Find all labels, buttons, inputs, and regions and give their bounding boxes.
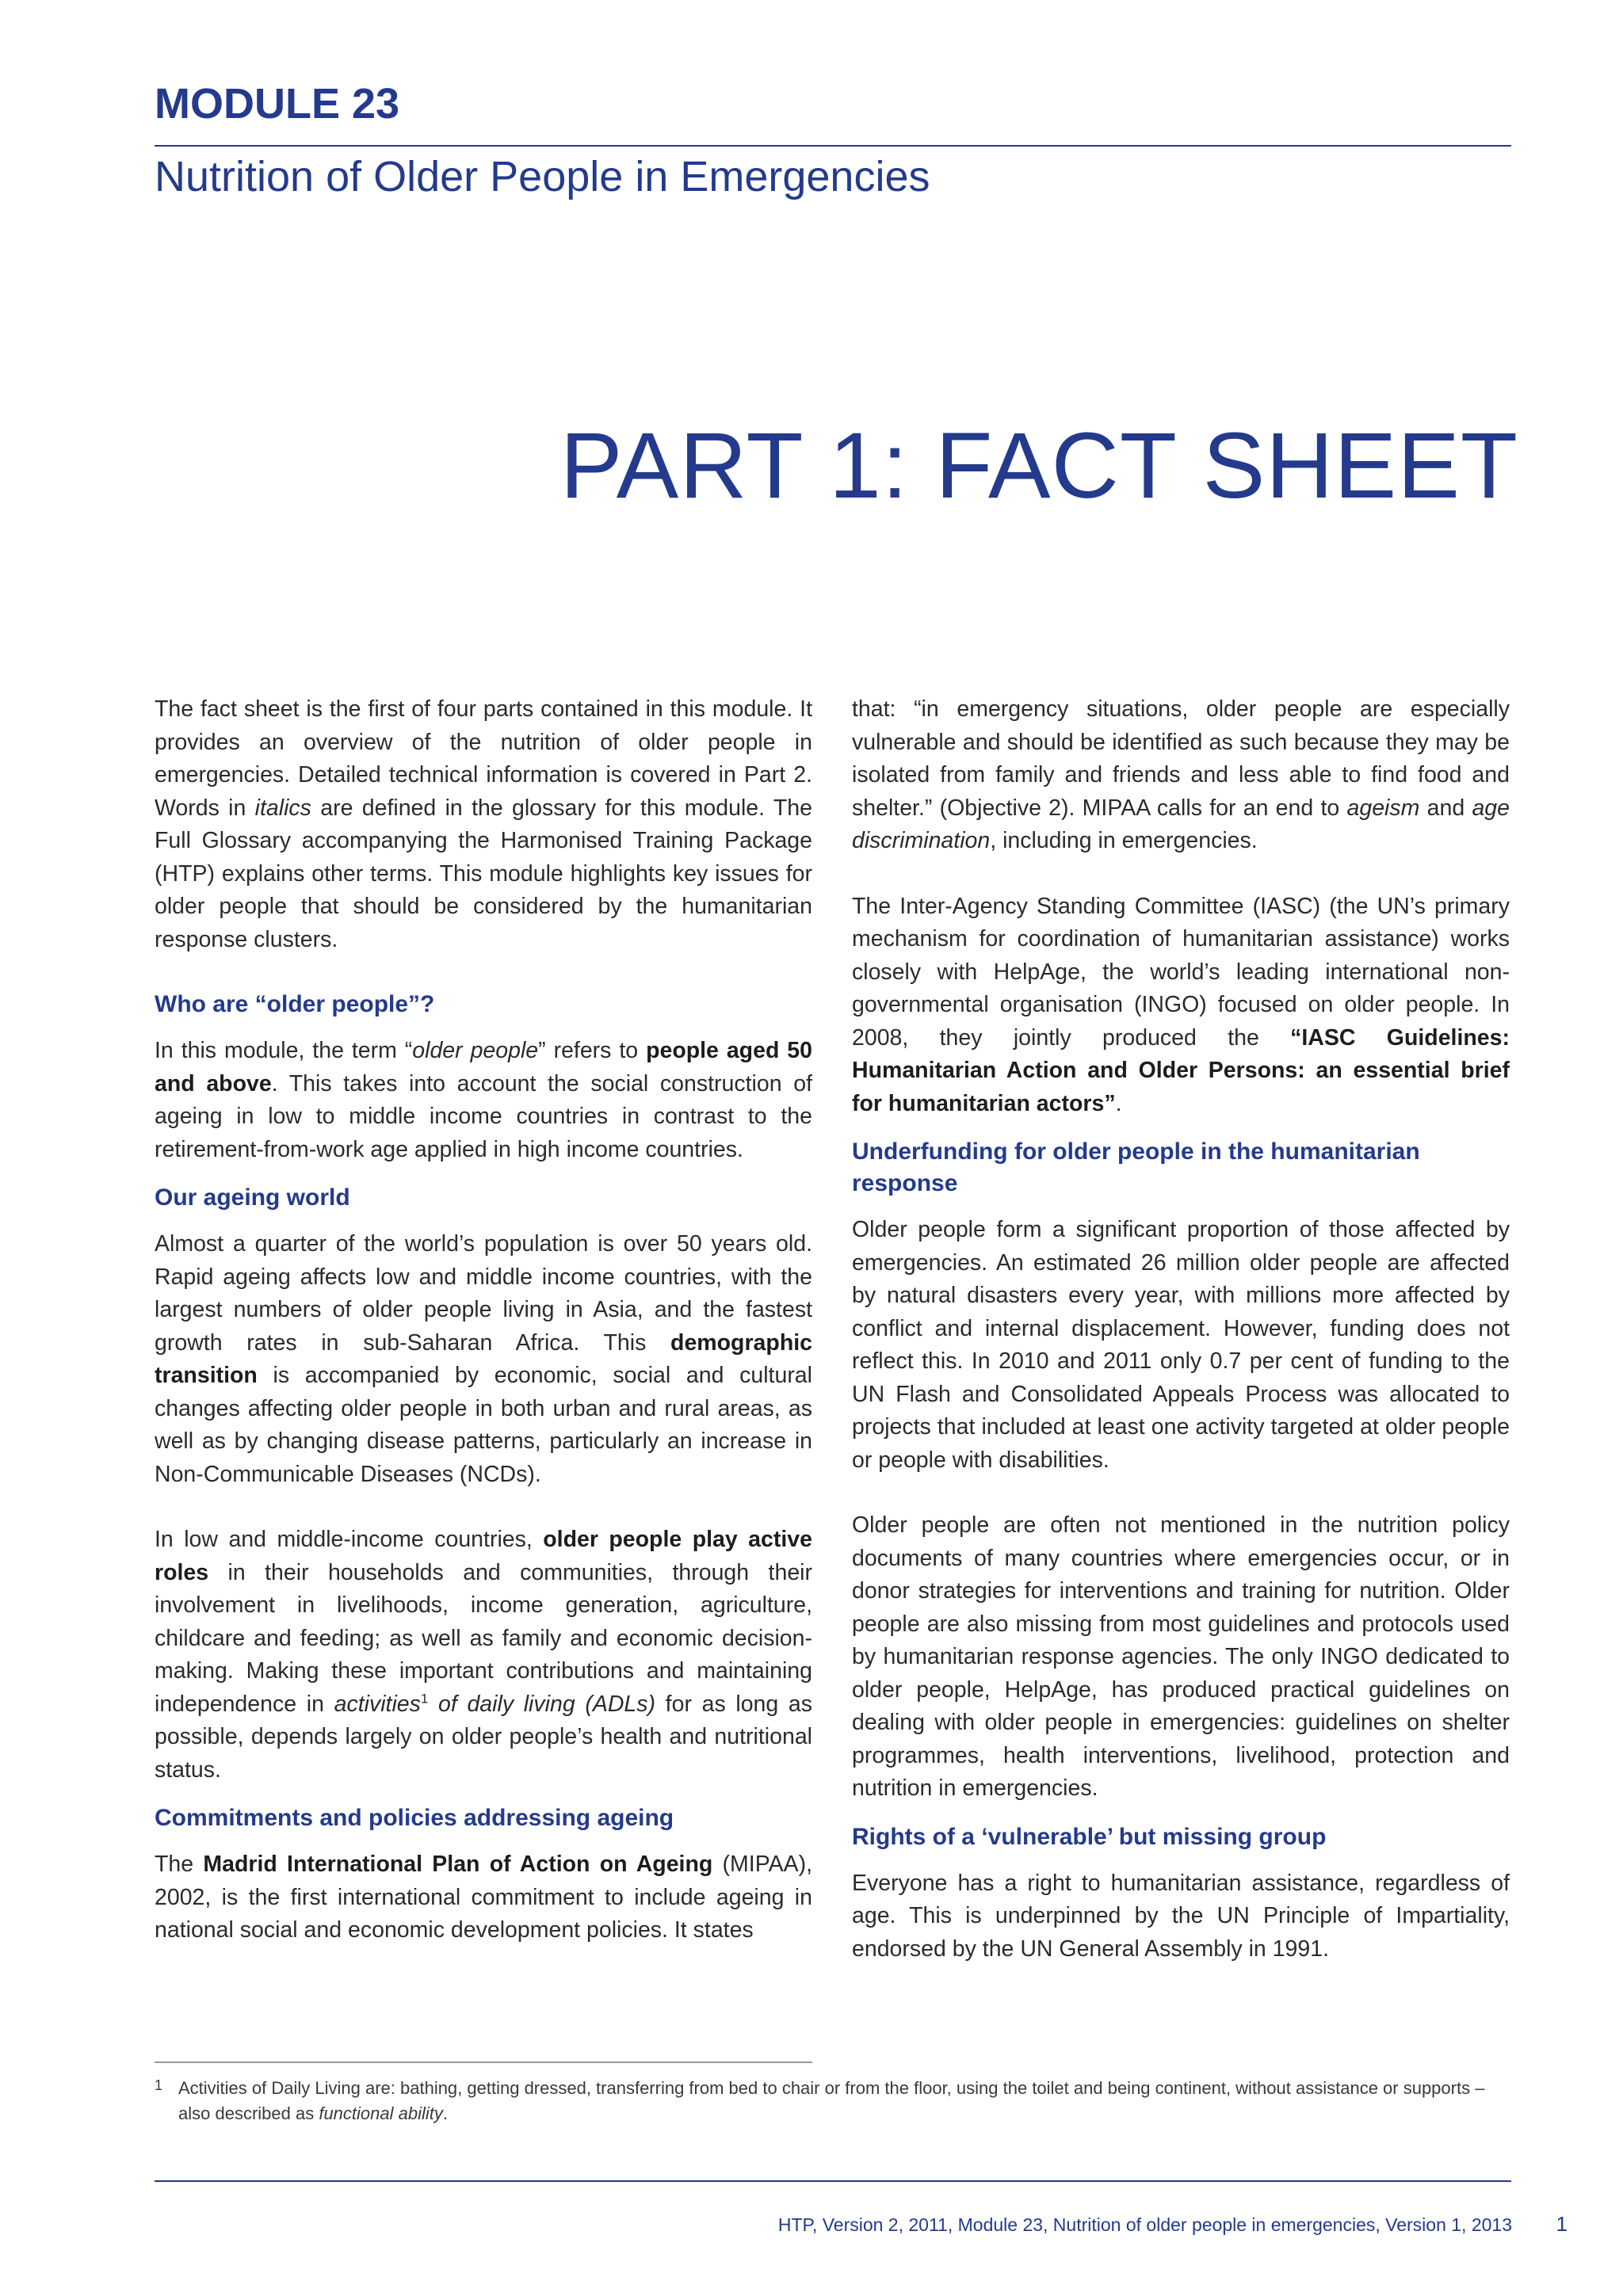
footnote-ref: 1 — [420, 1691, 429, 1706]
heading-commitments: Commitments and policies addressing ageing — [155, 1805, 674, 1831]
module-title: MODULE 23 — [155, 80, 400, 128]
footnote — [155, 2076, 1518, 2126]
intro-paragraph: The fact sheet is the first of four parts contained in this module. It provides an overview of the nutrition of older people in emergencies. Detailed technical information is covered in Part 2. Words in italics are defined in the glossary for this module. The Full Glossary accompanying the Harmonised Training Package (HTP) explains other terms. This module highlights key issues for older people that should be considered by the humanitarian response clusters. — [155, 696, 812, 952]
footer-divider — [155, 2180, 1511, 2182]
policy-paragraph: Older people are often not mentioned in the nutrition policy documents of many countries where emergencies occur, or in donor strategies for interventions and training for nutrition. Older people are also missing from most guidelines and protocols used by humanitarian response agencies. The only INGO dedicated to older people, HelpAge, has produced practical guidelines on dealing with older people in emergencies: guidelines on shelter programmes, health interventions, livelihood, protection and nutrition in emergencies. — [852, 1512, 1510, 1801]
underfunding-paragraph: Older people form a significant proportion of those affected by emergencies. An estimated 26 million older people are affected by natural disasters every year, with millions more affected by conflict and internal displacement. However, funding does not reflect this. In 2010 and 2011 only 0.7 per cent of funding to the UN Flash and Consolidated Appeals Process was allocated to projects that included at least one activity targeted at older people or people with disabilities. — [852, 1217, 1510, 1473]
mipaa-continued-paragraph: that: “in emergency situations, older people are especially vulnerable and should be identified as such because they may be isolated from family and friends and less able to find food and shelter.” (Objective 2). MIPAA calls for an end to ageism and age discrimination, including in emergencies. — [852, 696, 1510, 853]
footnote-divider — [155, 2061, 812, 2063]
commitments-paragraph: The Madrid International Plan of Action on Ageing (MIPAA), 2002, is the first international commitment to include ageing in national social and economic development policies. It states — [155, 1852, 813, 1943]
footer-text: HTP, Version 2, 2011, Module 23, Nutrition of older people in emergencies, Version 1, 2013 — [777, 2214, 1512, 2235]
who-paragraph: In this module, the term “older people” refers to people aged 50 and above. This takes into account the social construction of ageing in low to middle income countries in contrast to the retirement-from-work age applied in high income countries. — [155, 1038, 812, 1162]
footnote-text: Activities of Daily Living are: bathing, getting dressed, transferring from bed to chair or from the floor, using the toilet and being continent, without assistance or supports – also described as functional ability. — [178, 2078, 1485, 2123]
heading-rights: Rights of a ‘vulnerable’ but missing group — [852, 1823, 1327, 1850]
module-subtitle: Nutrition of Older People in Emergencies — [155, 153, 930, 200]
heading-underfunding: Underfunding for older people in the humanitarian response — [852, 1138, 1420, 1196]
part-title: PART 1: FACT SHEET — [559, 414, 1518, 518]
roles-paragraph: In low and middle-income countries, older people play active roles in their households and communities, through their involvement in livelihoods, income generation, agriculture, childcare and feeding; as well as family and economic decision-making. Making these important contributions and maintaining independence in activities$^1$ of daily living (ADLs) for as long as possible, depends largely on older people’s health and nutritional status. — [155, 1527, 812, 1783]
heading-our-ageing-world: Our ageing world — [155, 1184, 350, 1211]
iasc-paragraph: The Inter-Agency Standing Committee (IASC) (the UN’s primary mechanism for coordination of humanitarian assistance) works closely with HelpAge, the world’s leading international non-governmental organisation (INGO) focused on older people. In 2008, they jointly produced the “IASC Guidelines: Humanitarian Action and Older Persons: an essential brief for humanitarian actors”. — [852, 893, 1510, 1116]
right-column — [852, 693, 1510, 1981]
ageing-paragraph: Almost a quarter of the world’s population is over 50 years old. Rapid ageing affects low and middle income countries, with the largest numbers of older people living in Asia, and the fastest growth rates in sub-Saharan Africa. This demographic transition is accompanied by economic, social and cultural changes affecting older people in both urban and rural areas, as well as by changing disease patterns, particularly an increase in Non-Communicable Diseases (NCDs). — [155, 1231, 812, 1487]
heading-who-are-older-people: Who are “older people”? — [155, 991, 435, 1017]
page-number: 1 — [1556, 2212, 1568, 2236]
left-column — [155, 693, 812, 1963]
rights-paragraph: Everyone has a right to humanitarian assistance, regardless of age. This is underpinned by the UN Principle of Impartiality, endorsed by the UN General Assembly in 1991. — [852, 1870, 1510, 1962]
header-divider — [155, 145, 1511, 147]
footnote-number: 1 — [155, 2077, 163, 2093]
